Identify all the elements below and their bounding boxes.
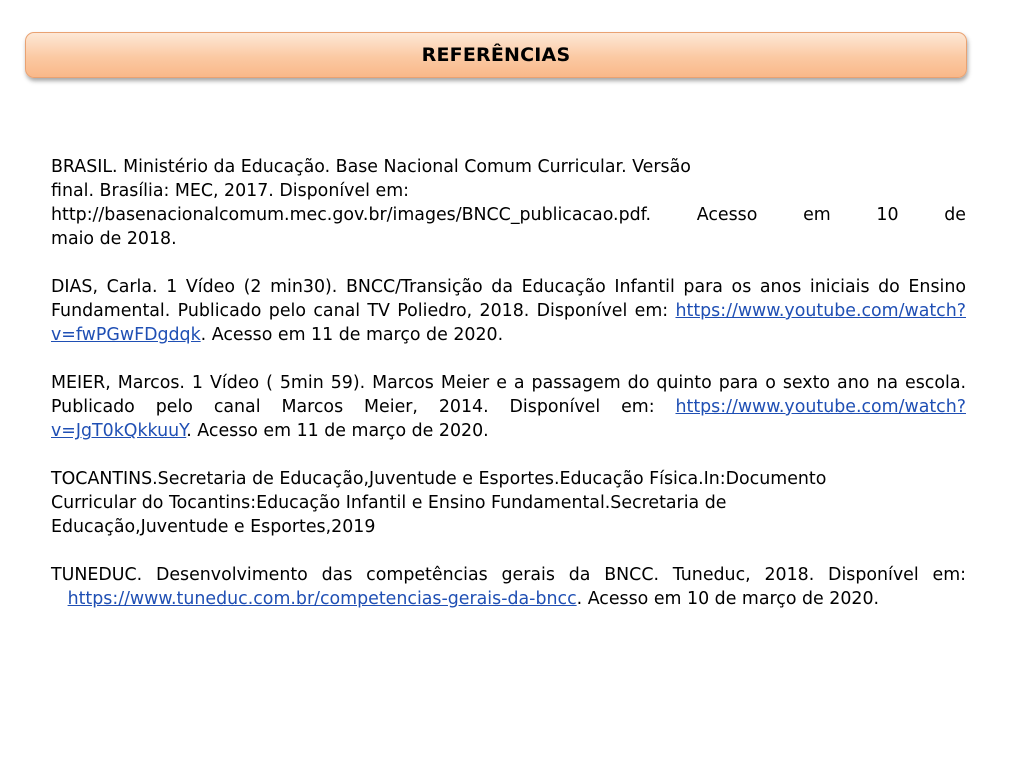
reference-line: maio de 2018. — [51, 229, 177, 249]
reference-line: Educação,Juventude e Esportes,2019 — [51, 517, 376, 537]
reference-link[interactable]: https://www.youtube.com/watch?v=fwPGwFDgdqk — [51, 301, 966, 345]
reference-text: DIAS, Carla. 1 Vídeo (2 min30). BNCC/Transição da Educação Infantil para os anos iniciais do Ensino Fundamental. Publicado pelo canal TV Poliedro, 2018. Disponível em: — [51, 277, 966, 321]
reference-list — [51, 155, 966, 635]
reference-text: . Acesso em 11 de março de 2020. — [200, 325, 504, 345]
page-title: REFERÊNCIAS — [421, 44, 571, 66]
reference-line: http://basenacionalcomum.mec.gov.br/images/BNCC_publicacao.pdf. Acesso em 10 de — [51, 205, 966, 225]
reference-text: TUNEDUC. Desenvolvimento das competências gerais da BNCC. Tuneduc, 2018. Disponível em: — [51, 565, 966, 585]
reference-dias — [51, 275, 966, 347]
reference-line: BRASIL. Ministério da Educação. Base Nacional Comum Curricular. Versão — [51, 157, 691, 177]
reference-line: final. Brasília: MEC, 2017. Disponível em: — [51, 181, 410, 201]
reference-link[interactable]: https://www.youtube.com/watch?v=JgT0kQkkuuY — [51, 397, 966, 441]
reference-text: . Acesso em 11 de março de 2020. — [186, 421, 489, 441]
reference-line: TOCANTINS.Secretaria de Educação,Juventude e Esportes.Educação Física.In:Documento — [51, 469, 827, 489]
reference-brasil — [51, 155, 966, 251]
reference-line: Curricular do Tocantins:Educação Infantil e Ensino Fundamental.Secretaria de — [51, 493, 727, 513]
reference-meier — [51, 371, 966, 443]
title-banner — [25, 32, 967, 78]
reference-tocantins — [51, 467, 966, 539]
reference-text: . Acesso em 10 de março de 2020. — [576, 589, 880, 609]
reference-text: MEIER, Marcos. 1 Vídeo ( 5min 59). Marcos Meier e a passagem do quinto para o sexto ano na escola. Publicado pelo canal Marcos Meier, 2014. Disponível em: — [51, 373, 966, 417]
reference-tuneduc — [51, 563, 966, 611]
reference-link[interactable]: https://www.tuneduc.com.br/competencias-gerais-da-bncc — [67, 589, 577, 609]
